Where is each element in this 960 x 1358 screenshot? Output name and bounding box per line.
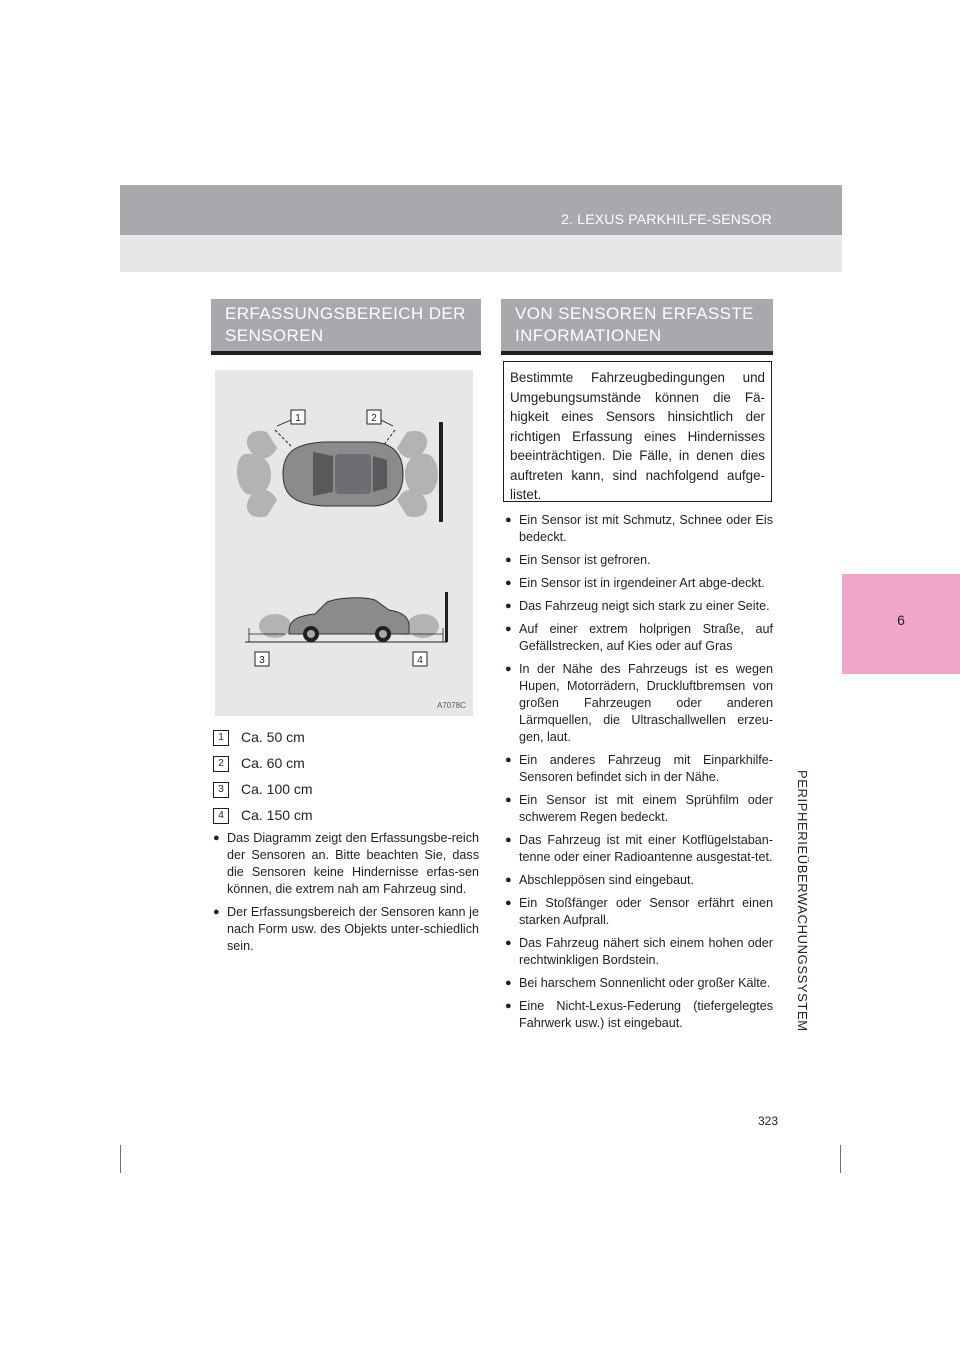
list-item: ● Abschleppösen sind eingebaut.: [505, 872, 773, 889]
legend-item-3: [213, 781, 313, 798]
header-bar: [120, 185, 842, 235]
right-bullet-list: [505, 512, 773, 1038]
crop-mark: [840, 1145, 841, 1173]
list-item: ● In der Nähe des Fahrzeugs ist es wegen Hupen, Motorrädern, Druckluftbremsen von großen Fahrzeugen oder anderen Lärmquellen, die Ultraschallwellen erzeu-gen, laut.: [505, 661, 773, 746]
header-band: [120, 185, 842, 272]
list-item: ● Ein Sensor ist mit einem Sprühfilm oder schwerem Regen bedeckt.: [505, 792, 773, 826]
legend-text: Ca. 60 cm: [241, 755, 305, 771]
section-title-detection-range: [211, 299, 481, 355]
list-item: ● Bei harschem Sonnenlicht oder großer Kälte.: [505, 975, 773, 992]
chapter-number: 6: [897, 612, 905, 628]
callout-1: 1: [295, 413, 301, 424]
list-item: ● Das Fahrzeug nähert sich einem hohen oder rechtwinkligen Bordstein.: [505, 935, 773, 969]
legend-item-4: [213, 807, 313, 824]
callout-4: 4: [417, 655, 423, 666]
page-header-title: 2. LEXUS PARKHILFE-SENSOR: [561, 211, 772, 227]
callout-3: 3: [259, 655, 265, 666]
section-title-sensor-info: [501, 299, 773, 355]
list-item: ● Der Erfassungsbereich der Sensoren kann je nach Form usw. des Objekts unter-schiedlich sein.: [213, 904, 479, 955]
legend-item-1: [213, 729, 305, 746]
diagram-svg: [215, 370, 473, 716]
intro-box: [503, 361, 772, 502]
list-item: ● Auf einer extrem holprigen Straße, auf Gefällstrecken, auf Kies oder auf Gras: [505, 621, 773, 655]
callout-2: 2: [371, 413, 377, 424]
list-item: ● Eine Nicht-Lexus-Federung (tiefergelegtes Fahrwerk usw.) ist eingebaut.: [505, 998, 773, 1032]
intro-text: Bestimmte Fahrzeugbedingungen und Umgebungsumstände können die Fä-higkeit eines Sensors hinsichtlich der richtigen Erfassung eines Hindernisses beeinträchtigen. Die Fälle, in denen dies auftreten kann, sind nachfolgend aufge-listet.: [510, 370, 765, 502]
legend-text: Ca. 150 cm: [241, 807, 313, 823]
sensor-range-diagram: [215, 370, 473, 716]
list-item: ● Ein Sensor ist mit Schmutz, Schnee oder Eis bedeckt.: [505, 512, 773, 546]
legend-number: 1: [213, 730, 229, 746]
legend-number: 2: [213, 756, 229, 772]
crop-mark: [120, 1145, 121, 1173]
list-item: ● Das Fahrzeug neigt sich stark zu einer Seite.: [505, 598, 773, 615]
legend-text: Ca. 100 cm: [241, 781, 313, 797]
legend-number: 4: [213, 808, 229, 824]
legend-number: 3: [213, 782, 229, 798]
list-item: ● Das Fahrzeug ist mit einer Kotflügelstaban-tenne oder einer Radioantenne ausgestat-tet.: [505, 832, 773, 866]
list-item: ● Ein Sensor ist in irgendeiner Art abge-deckt.: [505, 575, 773, 592]
page-number: 323: [758, 1114, 779, 1128]
chapter-tab: [842, 574, 960, 674]
side-view: [245, 592, 448, 666]
section-title-text: VON SENSOREN ERFASSTE INFORMATIONEN: [515, 304, 754, 345]
section-title-text: ERFASSUNGSBEREICH DER SENSOREN: [225, 304, 466, 345]
legend-item-2: [213, 755, 305, 772]
list-item: ● Ein Stoßfänger oder Sensor erfährt einen starken Aufprall.: [505, 895, 773, 929]
left-bullet-list: [213, 830, 479, 961]
chapter-label: PERIPHERIEÜBERWACHUNGSSYSTEM: [795, 770, 810, 1032]
legend-text: Ca. 50 cm: [241, 729, 305, 745]
list-item: ● Das Diagramm zeigt den Erfassungsbe-reich der Sensoren an. Bitte beachten Sie, dass die Sensoren keine Hindernisse erfas-sen können, die extrem nah am Fahrzeug sind.: [213, 830, 479, 898]
list-item: ● Ein Sensor ist gefroren.: [505, 552, 773, 569]
top-view: [237, 410, 443, 522]
list-item: ● Ein anderes Fahrzeug mit Einparkhilfe-Sensoren befindet sich in der Nähe.: [505, 752, 773, 786]
figure-code: A7078C: [437, 701, 466, 710]
